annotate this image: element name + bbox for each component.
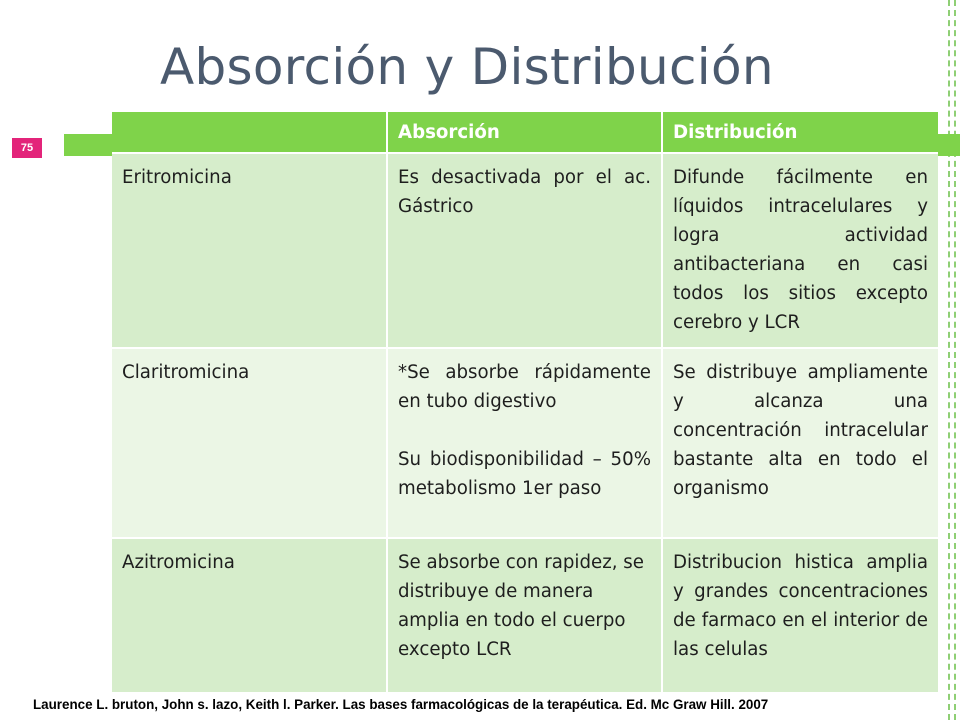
- table-row: [112, 348, 938, 538]
- absorcion-cell: [387, 538, 662, 692]
- citation-text: Laurence L. bruton, John s. lazo, Keith l. Parker. Las bases farmacológicas de la terapéutica. Ed. Mc Graw Hill. 2007: [33, 697, 769, 712]
- table-header-row: [112, 112, 938, 153]
- drug-name-cell: Azitromicina: [112, 538, 387, 692]
- distribucion-cell: Distribucion histica amplia y grandes concentraciones de farmaco en el interior de las celulas: [662, 538, 938, 692]
- slide-number-badge: 75: [12, 138, 42, 158]
- absorcion-text: Su biodisponibilidad – 50% metabolismo 1er paso: [398, 449, 651, 499]
- absorcion-cell: [387, 153, 662, 348]
- table-row: [112, 538, 938, 692]
- absorcion-cell: [387, 348, 662, 538]
- slide-title: Absorción y Distribución: [160, 38, 774, 96]
- comparison-table: [112, 112, 938, 692]
- header-cell-absorcion: Absorción: [387, 112, 662, 153]
- distribucion-cell: Se distribuye ampliamente y alcanza una concentración intracelular bastante alta en todo el organismo: [662, 348, 938, 538]
- header-cell-empty: [112, 112, 387, 153]
- header-cell-distribucion: Distribución: [662, 112, 938, 153]
- drug-name-cell: Claritromicina: [112, 348, 387, 538]
- decorative-rail-right: [954, 0, 956, 720]
- decorative-rail-left: [948, 0, 950, 720]
- absorcion-text: *Se absorbe rápidamente en tubo digestivo: [398, 362, 651, 412]
- distribucion-cell: Difunde fácilmente en líquidos intracelulares y logra actividad antibacteriana en casi todos los sitios excepto cerebro y LCR: [662, 153, 938, 348]
- table-row: [112, 153, 938, 348]
- absorcion-text: Es desactivada por el ac. Gástrico: [398, 167, 651, 217]
- drug-name-cell: Eritromicina: [112, 153, 387, 348]
- absorcion-text: Se absorbe con rapidez, se distribuye de manera amplia en todo el cuerpo excepto LCR: [398, 552, 644, 660]
